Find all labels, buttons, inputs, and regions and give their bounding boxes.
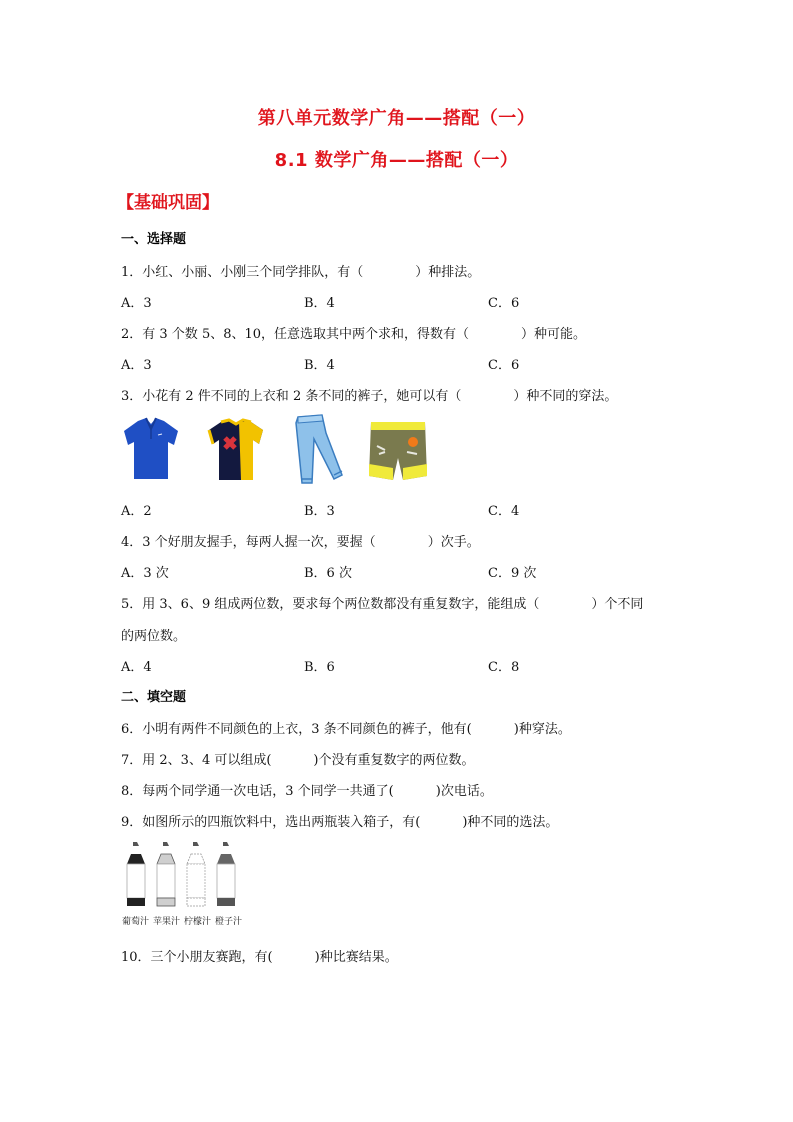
option-c[interactable]: C．4: [488, 504, 520, 519]
question-7: [121, 749, 475, 768]
bottle-label-apple: 苹果汁: [153, 917, 181, 927]
option-b[interactable]: B．6: [304, 660, 335, 675]
section-heading-choice: 一、选择题: [121, 232, 187, 247]
question-4: [121, 531, 480, 550]
option-c[interactable]: C．8: [488, 660, 520, 675]
section-banner: 【基础巩固】: [117, 193, 219, 213]
question-text: 5．用 3、6、9 组成两位数，要求每个两位数都没有重复数字，能组成（: [121, 597, 540, 612]
option-b[interactable]: B．6 次: [304, 566, 352, 581]
question-text: 3．小花有 2 件不同的上衣和 2 条不同的裤子，她可以有（: [121, 389, 462, 404]
bottle-label-grape: 葡萄汁: [122, 917, 150, 927]
camo-shorts-image: [365, 418, 431, 484]
options-q4: [121, 562, 681, 580]
grape-juice-bottle: [127, 842, 145, 906]
bottle-label-orange: 橙子汁: [215, 917, 243, 927]
question-1: [121, 261, 480, 280]
question-text: 2．有 3 个数 5、8、10，任意选取其中两个求和，得数有（: [121, 327, 470, 342]
question-text: 10．三个小朋友赛跑，有(: [121, 950, 273, 965]
question-text: )种比赛结果。: [314, 950, 398, 965]
unit-title: 第八单元数学广角——搭配（一）: [257, 108, 536, 129]
question-text: )次电话。: [435, 784, 493, 799]
question-text: )种穿法。: [513, 722, 571, 737]
juice-bottles-image: [125, 840, 245, 910]
option-c[interactable]: C．9 次: [488, 566, 537, 581]
question-text: )种不同的选法。: [462, 815, 559, 830]
question-10: [121, 946, 398, 965]
lesson-title: 8.1 数学广角——搭配（一）: [274, 150, 519, 171]
blue-jeans-image: [292, 413, 348, 487]
question-text: ）次手。: [427, 535, 480, 550]
question-5-continued: 的两位数。: [121, 629, 187, 644]
question-text: ）种不同的穿法。: [513, 389, 618, 404]
option-a[interactable]: A．3: [121, 296, 152, 311]
question-text: 1．小红、小丽、小刚三个同学排队，有（: [121, 265, 364, 280]
question-6: [121, 718, 571, 737]
question-text: ）种排法。: [415, 265, 481, 280]
question-8: [121, 780, 493, 799]
option-a[interactable]: A．2: [121, 504, 152, 519]
option-a[interactable]: A．3: [121, 358, 152, 373]
option-b[interactable]: B．4: [304, 296, 335, 311]
navy-yellow-shirt-image: [205, 418, 267, 484]
options-q1: [121, 292, 681, 310]
option-c[interactable]: C．6: [488, 296, 520, 311]
question-text: )个没有重复数字的两位数。: [313, 753, 475, 768]
question-3: [121, 385, 617, 404]
section-heading-fill-in: 二、填空题: [121, 690, 187, 705]
option-c[interactable]: C．6: [488, 358, 520, 373]
question-text: 6．小明有两件不同颜色的上衣，3 条不同颜色的裤子，他有(: [121, 722, 472, 737]
bottle-label-lemon: 柠檬汁: [184, 917, 212, 927]
option-b[interactable]: B．4: [304, 358, 335, 373]
options-q3: [121, 500, 681, 518]
question-5: [121, 593, 643, 612]
question-text: 9．如图所示的四瓶饮料中，选出两瓶装入箱子，有(: [121, 815, 421, 830]
option-a[interactable]: A．4: [121, 660, 152, 675]
question-text: ）个不同: [591, 597, 644, 612]
option-b[interactable]: B．3: [304, 504, 335, 519]
question-text: 7．用 2、3、4 可以组成(: [121, 753, 272, 768]
question-9: [121, 811, 558, 830]
options-q2: [121, 354, 681, 372]
question-text: 8．每两个同学通一次电话，3 个同学一共通了(: [121, 784, 394, 799]
option-a[interactable]: A．3 次: [121, 566, 169, 581]
blue-polo-shirt-image: [118, 415, 184, 483]
question-text: ）种可能。: [521, 327, 587, 342]
question-text: 4．3 个好朋友握手，每两人握一次，要握（: [121, 535, 376, 550]
question-2: [121, 323, 586, 342]
options-q5: [121, 656, 681, 674]
